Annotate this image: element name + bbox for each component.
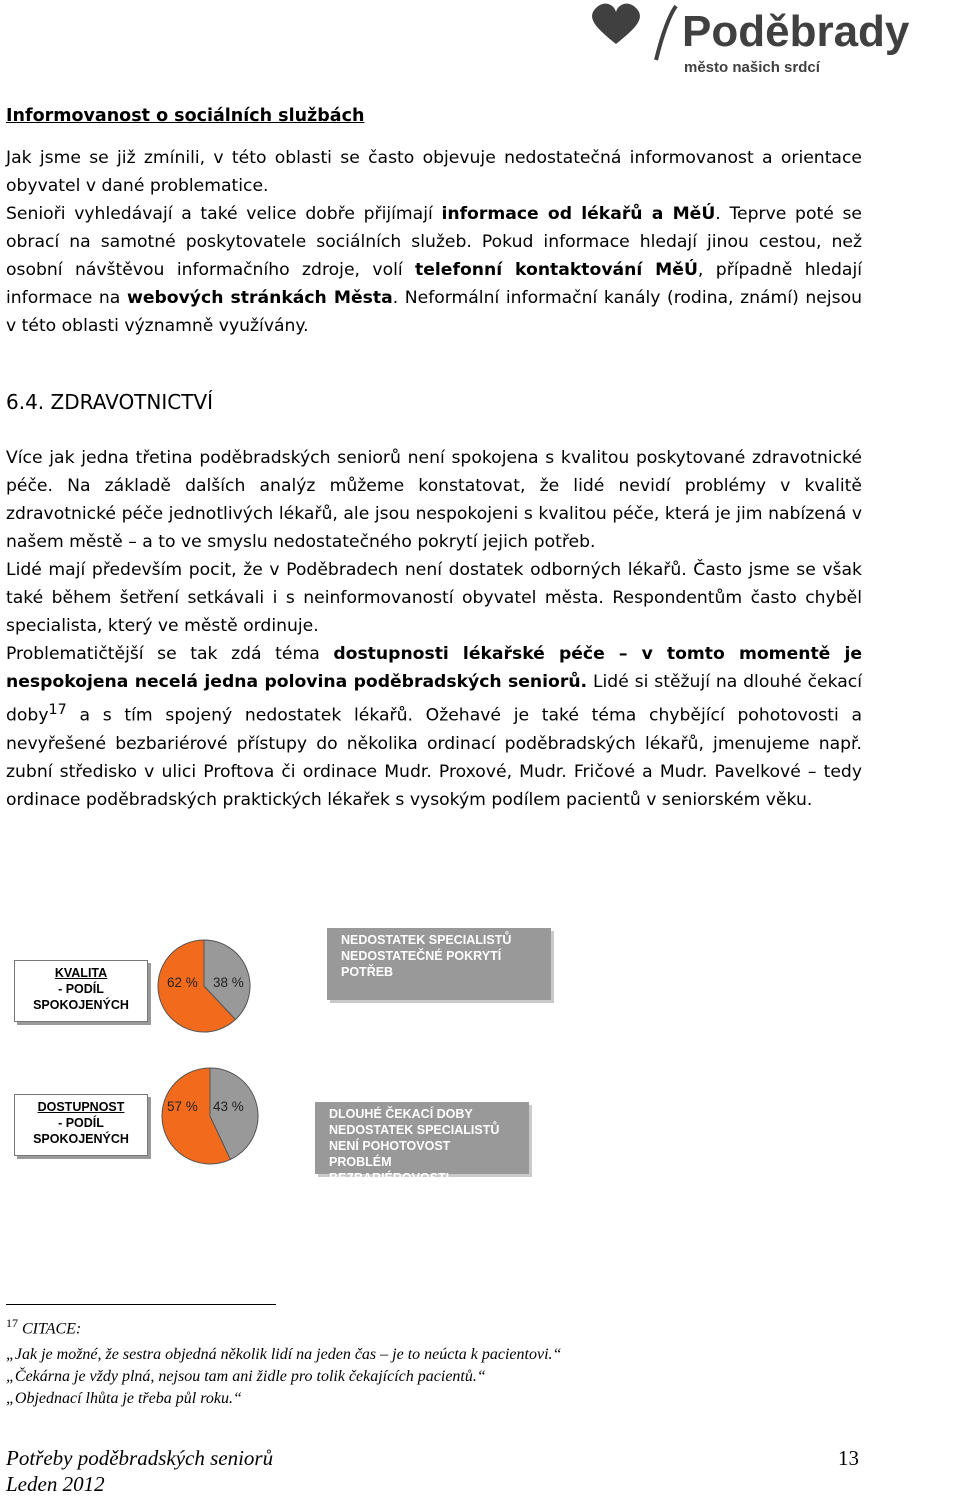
chart2-pct-orange: 57 %: [167, 1099, 198, 1114]
chart2-notes-box: [315, 1102, 529, 1185]
emphasis-text: dostupnosti lékařské péče – v tomto momentě je nespokojena necelá jedna polovina poděbradských seniorů.: [6, 644, 862, 692]
footnote-quote-2: „Čekárna je vždy plná, nejsou tam ani židle pro tolik čekajících pacientů.“: [6, 1368, 486, 1385]
footnote-separator: [6, 1304, 276, 1305]
chart2-label-box: [14, 1094, 148, 1156]
chart1-label-line1: KVALITA: [54, 966, 108, 980]
footnote-quote-3: „Objednací lhůta je třeba půl roku.“: [6, 1390, 242, 1407]
chart1-note-1: NEDOSTATEK SPECIALISTŮ: [341, 933, 512, 947]
chart1-note-3: POTŘEB: [341, 965, 394, 979]
footnote-ref: 17: [48, 702, 67, 718]
podebrady-logo: [586, 0, 960, 80]
text-run: Lidé mají především pocit, že v Poděbradech není dostatek odborných lékařů. Často jsme se však také během šetření setkávali i s neinformovaností obyvatel města. Respondentům často chyběl specialista, který ve městě ordinuje.: [6, 560, 862, 636]
paragraph-informovanost: [6, 144, 862, 340]
paragraph-zdravotnictvi: [6, 444, 862, 814]
logo-tagline: město našich srdcí: [684, 59, 820, 76]
section-heading-informovanost: Informovanost o sociálních službách: [6, 106, 365, 126]
footer-date: Leden 2012: [6, 1472, 105, 1496]
chart1-label-line2: - PODÍL: [58, 982, 104, 996]
logo-name: Poděbrady: [682, 7, 910, 56]
text-run: a s tím spojený nedostatek lékařů. Ožehavé je také téma chybějící pohotovosti a nevyřešené bezbariérové přístupy do několika ordinací poděbradských lékařů, jmenujeme např. zubní středisko v ulici Proftova či ordinace Mudr. Proxové, Mudr. Fričové a Mudr. Pavelkové – tedy ordinace poděbradských praktických lékařek s vysokým podílem pacientů v seniorském věku.: [6, 705, 862, 810]
section-heading-zdravotnictvi: 6.4. ZDRAVOTNICTVÍ: [6, 390, 214, 414]
page-number: 13: [838, 1446, 859, 1470]
chart1-notes-box: [327, 928, 551, 1000]
emphasis-text: informace od lékařů a MěÚ: [441, 204, 716, 224]
footnote-marker: [6, 1316, 81, 1338]
chart2-label-line3: SPOKOJENÝCH: [33, 1132, 129, 1146]
emphasis-text: webových stránkách Města: [126, 288, 393, 308]
chart2-note-1: DLOUHÉ ČEKACÍ DOBY: [329, 1107, 473, 1121]
chart1-label-box: [14, 960, 148, 1022]
footer-title: Potřeby poděbradských seniorů: [6, 1446, 274, 1470]
chart1-label-line3: SPOKOJENÝCH: [33, 998, 129, 1012]
chart1-pct-gray: 38 %: [213, 975, 244, 990]
text-run: . Teprve poté se obrací na samotné poskytovatele sociálních služeb. Pokud informace hledají jinou cestou, než osobní návštěvou informačního zdroje, volí: [6, 204, 862, 280]
chart2-note-4: PROBLÉM BEZBARIÉROVOSTI: [329, 1155, 450, 1185]
chart2-pie: [160, 1066, 260, 1166]
chart2-label-line1: DOSTUPNOST: [37, 1100, 125, 1114]
chart2-note-3: NENÍ POHOTOVOST: [329, 1139, 451, 1153]
chart2-note-2: NEDOSTATEK SPECIALISTŮ: [329, 1123, 500, 1137]
chart2-label-line2: - PODÍL: [58, 1116, 104, 1130]
text-run: Více jak jedna třetina poděbradských seniorů není spokojena s kvalitou poskytované zdravotnické péče. Na základě dalších analýz můžeme konstatovat, že lidé nevidí problémy v kvalitě zdravotnické péče jednotlivých lékařů, ale jsou nespokojeni s kvalitou péče, která je jim nabízená v našem městě – a to ve smyslu nedostatečného pokrytí jejich potřeb.: [6, 448, 862, 552]
chart2-pct-gray: 43 %: [213, 1099, 244, 1114]
text-run: Lidé si stěžují na dlouhé čekací doby: [6, 672, 863, 726]
chart1-note-2: NEDOSTATEČNÉ POKRYTÍ: [341, 949, 502, 963]
text-run: , případně hledají informace na: [6, 260, 862, 308]
emphasis-text: telefonní kontaktování MěÚ: [415, 260, 698, 280]
heart-icon: [592, 4, 640, 44]
chart1-pct-orange: 62 %: [167, 975, 198, 990]
footnote-number: 17: [6, 1316, 18, 1330]
curve-icon: [656, 6, 676, 60]
footnote-quote-1: „Jak je možné, že sestra objedná několik lidí na jeden čas – je to neúcta k pacientovi.“: [6, 1346, 562, 1363]
text-run: Problematičtější se tak zdá téma: [6, 644, 334, 664]
text-run: Jak jsme se již zmínili, v této oblasti se často objevuje nedostatečná informovanost a orientace obyvatel v dané problematice.: [6, 148, 862, 196]
text-run: Senioři vyhledávají a také velice dobře přijímají: [6, 204, 442, 224]
footnote-title: CITACE:: [22, 1320, 82, 1338]
text-run: . Neformální informační kanály (rodina, známí) nejsou v této oblasti významně využívány.: [6, 288, 862, 336]
